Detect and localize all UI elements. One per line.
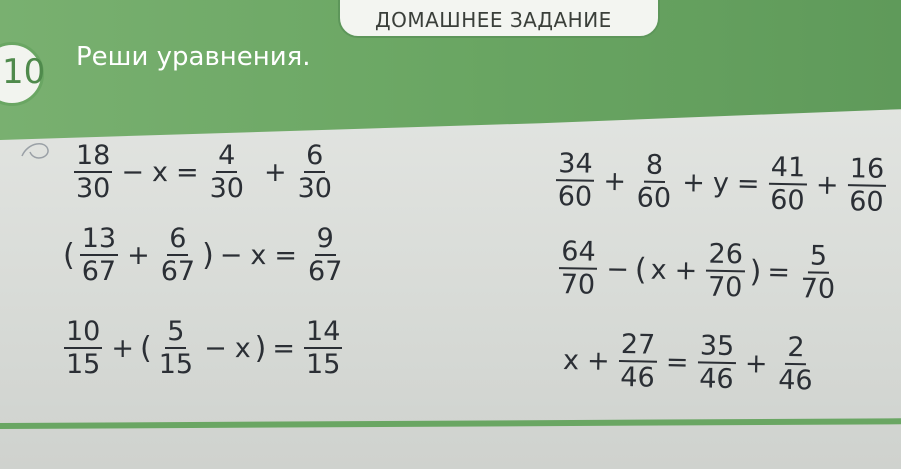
equation-2: ( $\frac{13}{67}$ + $\frac{6}{67}$ ) − x = $\frac{9}{67}$: [63, 223, 343, 287]
fraction: $\frac{26}{70}$: [707, 238, 744, 304]
fraction: $\frac{35}{46}$: [699, 330, 735, 396]
bottom-divider: [0, 418, 901, 429]
equation-3: $\frac{10}{15}$ + ( $\frac{5}{15}$ − x ) = $\frac{14}{15}$: [66, 316, 341, 380]
equation-4: $\frac{34}{60}$ + $\frac{8}{60}$ + y = $\frac{41}{60}$ + $\frac{16}{60}$: [557, 148, 885, 218]
fraction: $\frac{4}{30}$: [209, 140, 244, 204]
fraction: $\frac{5}{15}$: [158, 316, 194, 380]
fraction: $\frac{6}{67}$: [160, 223, 196, 287]
equation-5: $\frac{64}{70}$ − ( x + $\frac{26}{70}$ ) = $\frac{5}{70}$: [554, 238, 841, 303]
fraction: $\frac{34}{60}$: [557, 148, 593, 213]
fraction: $\frac{41}{60}$: [769, 151, 806, 217]
fraction: $\frac{9}{67}$: [308, 223, 343, 287]
fraction: $\frac{10}{15}$: [66, 316, 101, 380]
task-instruction: Реши уравнения.: [76, 42, 311, 72]
fraction: $\frac{13}{67}$: [81, 223, 117, 287]
equation-6: x + $\frac{27}{46}$ = $\frac{35}{46}$ + $\frac{2}{46}$: [559, 330, 819, 395]
fraction: $\frac{8}{60}$: [636, 149, 672, 215]
fraction: $\frac{14}{15}$: [306, 316, 341, 380]
fraction: $\frac{64}{70}$: [560, 236, 596, 301]
task-number: 10: [2, 52, 46, 92]
homework-tab-label: ДОМАШНЕЕ ЗАДАНИЕ: [375, 8, 612, 32]
fraction: $\frac{16}{60}$: [848, 153, 885, 218]
fraction: $\frac{5}{70}$: [800, 240, 836, 305]
fraction: $\frac{2}{46}$: [777, 331, 813, 397]
fraction: $\frac{18}{30}$: [76, 140, 111, 204]
pencil-mark: [18, 138, 58, 168]
fraction: $\frac{6}{30}$: [297, 140, 332, 204]
equation-1: $\frac{18}{30}$ − x = $\frac{4}{30}$ + $\frac{6}{30}$: [76, 140, 332, 204]
fraction: $\frac{27}{46}$: [620, 329, 656, 394]
